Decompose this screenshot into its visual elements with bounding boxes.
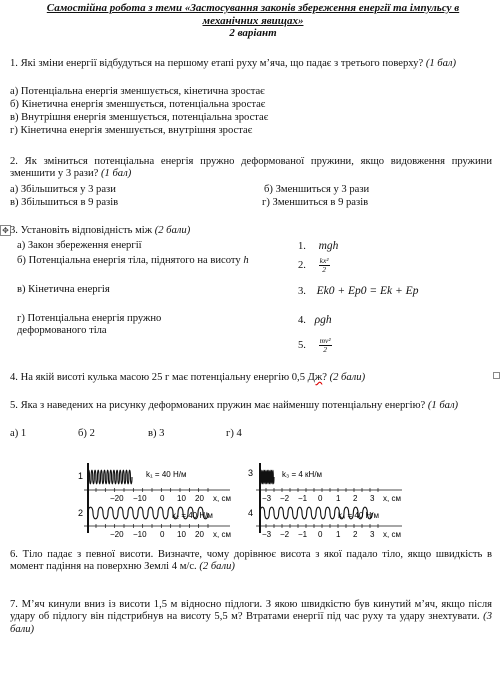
- axis-left-bot-t0: −20: [110, 530, 124, 539]
- q5-option-d[interactable]: г) 4: [226, 428, 242, 439]
- axis-right-bot-t3: 0: [318, 530, 323, 539]
- axis-right-bot-t4: 1: [336, 530, 341, 539]
- question-2-points: (1 бал): [101, 168, 132, 180]
- q3-left-b: [17, 255, 257, 267]
- q5-option-c[interactable]: в) 3: [148, 428, 165, 439]
- question-1-text: 1. Які зміни енергії відбудуться на першому етапі руху м’яча, що падає з третього поверху?: [10, 58, 424, 69]
- q3-right-5: [298, 337, 332, 354]
- formula-mv2-over-2: [319, 337, 332, 354]
- q3-left-a: а) Закон збереження енергії: [17, 240, 142, 251]
- axis-left-bot-t4: 20: [195, 530, 204, 539]
- q3-right-2-num: 2.: [298, 259, 306, 271]
- axis-right-bot-t5: 2: [353, 530, 358, 539]
- question-6-text: 6. Тіло падає з певної висоти. Визначте, чому дорівнює висота з якої падало тіло, якщо швидкість в момент падіння на поверхню Землі 4 м/с.: [10, 549, 492, 573]
- formula-kx2-over-2: [319, 257, 330, 274]
- q3-right-1: [298, 240, 338, 253]
- springs-figure: [76, 461, 436, 541]
- formula-mgh: mgh: [318, 240, 339, 252]
- spring-1-coil: [88, 470, 132, 484]
- axis-left-bot-unit: x, см: [213, 530, 231, 539]
- spring-2-label: k₂ = 40 Н/м: [172, 511, 213, 520]
- spring-2-number: 2: [78, 508, 84, 518]
- axis-right-top-t1: −2: [280, 494, 290, 503]
- q3-right-4-num: 4.: [298, 315, 306, 326]
- spring-4-label: k₄ = 40 Н/м: [338, 511, 380, 520]
- axis-right-top-t5: 2: [353, 494, 358, 503]
- axis-left-bot-t1: −10: [133, 530, 147, 539]
- q2-option-c[interactable]: в) Збільшиться в 9 разів: [10, 197, 119, 208]
- q3-left-d: г) Потенціальна енергія пружно деформованого тіла: [17, 313, 162, 337]
- formula-mv2-num: mv²: [319, 336, 331, 345]
- question-3: [10, 225, 190, 237]
- axis-left-top-t3: 10: [177, 494, 186, 503]
- axis-left-bot-t2: 0: [160, 530, 165, 539]
- axis-right-bot-t6: 3: [370, 530, 375, 539]
- axis-left-top-t0: −20: [110, 494, 124, 503]
- axis-left-bot-t3: 10: [177, 530, 186, 539]
- spring-4-number: 4: [248, 508, 254, 518]
- question-5-points: (1 бал): [427, 400, 459, 411]
- axis-left-top-t2: 0: [160, 494, 165, 503]
- spring-3-number: 3: [248, 468, 254, 478]
- question-1: [10, 58, 492, 70]
- q3-left-b-var: h: [243, 255, 249, 266]
- axis-right-top-unit: x, см: [383, 494, 401, 503]
- spring-panel-left: [78, 463, 231, 539]
- q3-right-2: [298, 257, 330, 274]
- q3-right-5-num: 5.: [298, 339, 306, 351]
- q1-option-b[interactable]: б) Кінетична енергія зменшується, потенціальна зростає: [10, 99, 266, 110]
- axis-left-top-unit: x, см: [213, 494, 231, 503]
- formula-energy-conservation: Ek0 + Ep0 = Ek + Ep: [316, 285, 419, 297]
- axis-right-bot-unit: x, см: [383, 530, 401, 539]
- formula-mv2-den: 2: [323, 345, 327, 354]
- formula-kx2-den: 2: [322, 265, 326, 274]
- move-handle-icon[interactable]: ✥: [0, 225, 11, 236]
- question-4-qmark: ?: [322, 372, 327, 383]
- spring-panel-right: [248, 463, 402, 539]
- axis-left-top-t1: −10: [133, 494, 147, 503]
- axis-right-top-t6: 3: [370, 494, 375, 503]
- q5-option-b[interactable]: б) 2: [78, 428, 95, 439]
- q1-option-a[interactable]: а) Потенціальна енергія зменшується, кінетична зростає: [10, 86, 265, 97]
- q1-option-d[interactable]: г) Кінетична енергія зменшується, внутрішня зростає: [10, 125, 253, 136]
- question-4-points: (2 бали): [329, 372, 366, 383]
- q3-right-1-num: 1.: [298, 241, 306, 252]
- spring-1-label: k₁ = 40 Н/м: [146, 470, 187, 479]
- axis-right-bot-t1: −2: [280, 530, 290, 539]
- axis-right-bot-t0: −3: [262, 530, 272, 539]
- resize-marker-icon[interactable]: [493, 372, 500, 379]
- question-3-points: (2 бали): [154, 225, 191, 236]
- question-4-text: 4. На якій висоті кулька масою 25 г має потенціальну енергію 0,5: [10, 372, 306, 383]
- q5-option-a[interactable]: а) 1: [10, 428, 27, 439]
- question-5: [10, 400, 492, 412]
- spring-3-coil: [260, 470, 274, 484]
- q3-right-3: [298, 285, 418, 298]
- question-7: [10, 599, 492, 636]
- question-1-points: (1 бал): [425, 58, 457, 69]
- q3-right-4: [298, 314, 332, 327]
- q3-left-b-text: б) Потенціальна енергія тіла, піднятого на висоту: [17, 255, 241, 266]
- title-line-1: Самостійна робота з теми «Застосування законів збереження енергії та імпульсу в: [46, 2, 460, 14]
- q2-option-a[interactable]: а) Збільшиться у 3 рази: [10, 184, 116, 195]
- axis-right-top-t4: 1: [336, 494, 341, 503]
- question-6: [10, 549, 492, 574]
- title-line-2: механічних явищах»: [202, 14, 304, 27]
- question-5-text: 5. Яка з наведених на рисунку деформованих пружин має найменшу потенціальну енергію?: [10, 400, 426, 411]
- q1-option-c[interactable]: в) Внутрішня енергія зменшується, потенціальна зростає: [10, 112, 269, 123]
- formula-kx2-num: kx²: [319, 256, 329, 265]
- question-7-text: 7. М’яч кинули вниз із висоти 1,5 м відносно підлоги. З якою швидкістю був кинутий м’яч, якщо після удару об підлогу він підстрибнув на висоту 5,5 м? Втратами енергії під час руху та удару знехтувати.: [10, 599, 492, 623]
- question-2-text: 2. Як зміниться потенціальна енергія пружно деформованої пружини, якщо видовження пружини зменшити у 3 рази?: [10, 156, 492, 180]
- question-4-unit: Дж: [307, 372, 323, 383]
- formula-rho-g-h: ρgh: [314, 314, 332, 326]
- q2-option-b[interactable]: б) Зменшиться у 3 рази: [264, 184, 370, 195]
- axis-left-top-t4: 20: [195, 494, 204, 503]
- axis-right-bot-t2: −1: [298, 530, 308, 539]
- question-6-points: (2 бали): [199, 561, 235, 573]
- axis-right-top-t0: −3: [262, 494, 272, 503]
- question-7-points: (3 бали): [10, 611, 492, 635]
- question-2: [10, 156, 492, 181]
- spring-1-number: 1: [78, 471, 84, 481]
- question-4: [10, 372, 365, 384]
- q3-right-3-num: 3.: [298, 286, 306, 297]
- axis-right-top-t2: −1: [298, 494, 308, 503]
- q2-option-d[interactable]: г) Зменшиться в 9 разів: [262, 197, 369, 208]
- axis-right-top-t3: 0: [318, 494, 323, 503]
- question-3-text: 3. Установіть відповідність між: [10, 225, 153, 236]
- q3-left-c: в) Кінетична енергія: [17, 284, 110, 295]
- spring-3-label: k₃ = 4 кН/м: [282, 470, 323, 479]
- variant-label: 2 варіант: [229, 27, 277, 39]
- document-title: [10, 2, 496, 40]
